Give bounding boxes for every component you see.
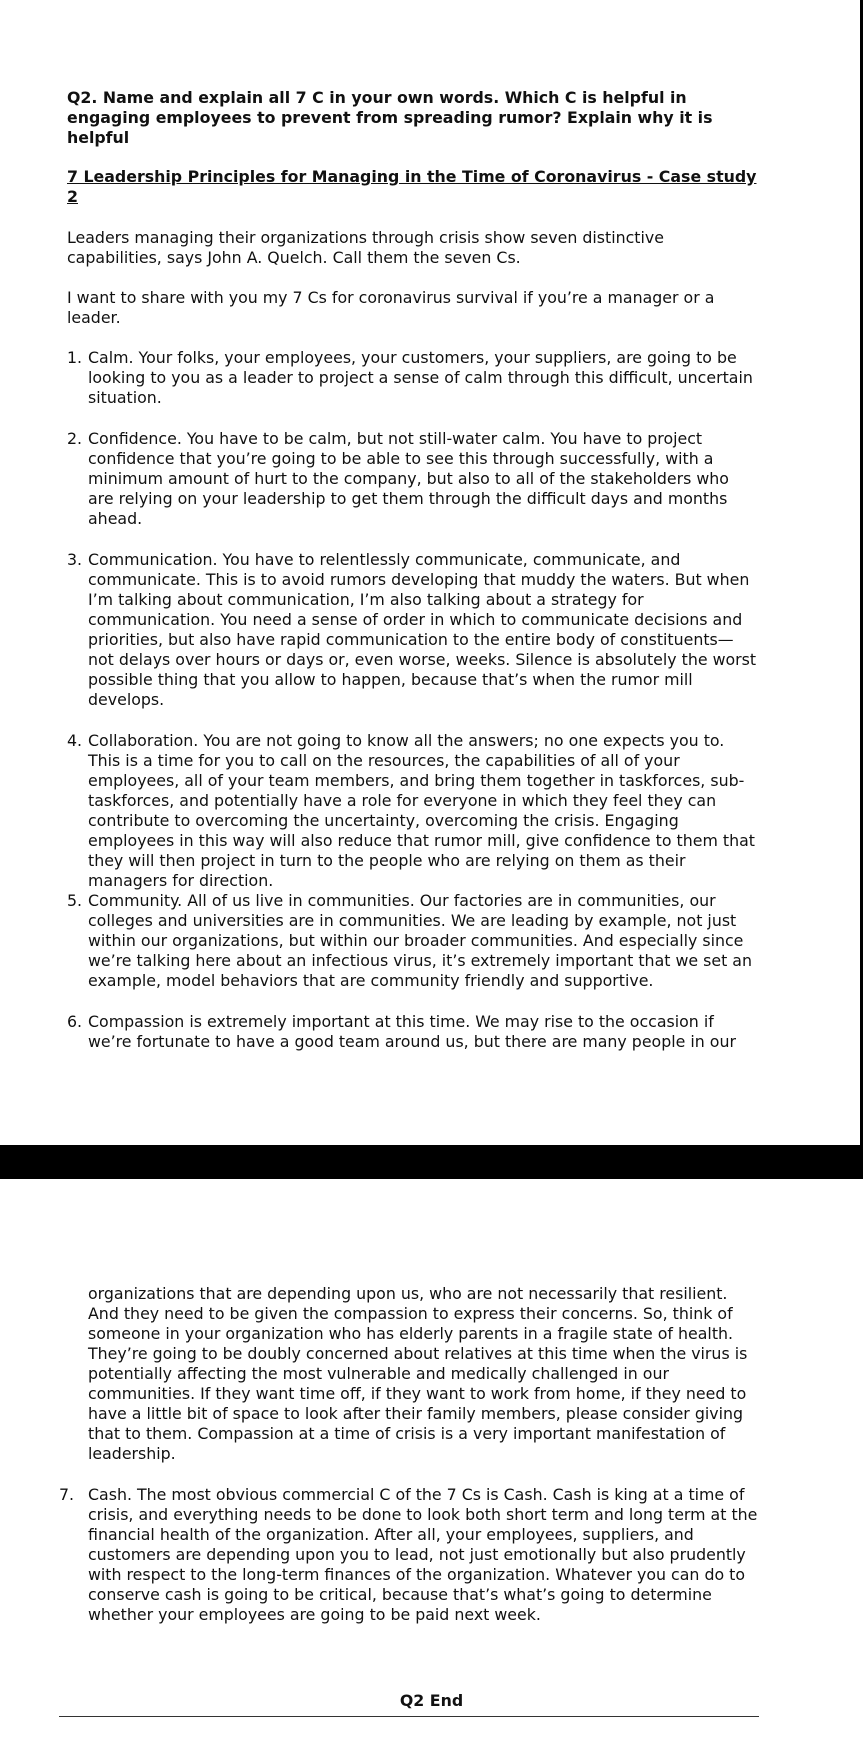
list-item-text: Cash. The most obvious commercial C of the 7 Cs is Cash. Cash is king at a time of crisis, and everything needs to be done to look both short term and long term at the financial health of the organization. After all, your employees, suppliers, and customers are depending upon you to lead, not just emotionally but also prudently with respect to the long-term finances of the organization. Whatever you can do to conserve cash is going to be critical, because that’s what’s going to determine whether your employees are going to be paid next week. <box>88 1485 758 1624</box>
list-number: 4. <box>67 731 83 750</box>
intro-paragraph-1: Leaders managing their organizations through crisis show seven distinctive capabilities, says John A. Quelch. Call them the seven Cs. <box>67 228 664 267</box>
question-heading: Q2. Name and explain all 7 C in your own words. Which C is helpful in engaging employees to prevent from spreading rumor? Explain why it is helpful <box>67 88 713 147</box>
list-item-compassion <box>67 1012 757 1052</box>
list-number: 2. <box>67 429 83 448</box>
seven-cs-list <box>67 348 757 1052</box>
question-end-label: Q2 End <box>399 1691 464 1710</box>
list-item-text: Calm. Your folks, your employees, your customers, your suppliers, are going to be looking to you as a leader to project a sense of calm through this difficult, uncertain situation. <box>88 348 753 407</box>
list-number: 6. <box>67 1012 83 1031</box>
list-number: 5. <box>67 891 83 910</box>
compassion-continued-text: organizations that are depending upon us, who are not necessarily that resilient. And they need to be given the compassion to express their concerns. So, think of someone in your organization who has elderly parents in a fragile state of health. They’re going to be doubly concerned about relatives at this time when the virus is potentially affecting the most vulnerable and medically challenged in our communities. If they want time off, if they want to work from home, if they need to have a little bit of space to look after their family members, please consider giving that to them. Compassion at a time of crisis is a very important manifestation of leadership. <box>88 1284 748 1463</box>
list-item-text: Community. All of us live in communities. Our factories are in communities, our colleges and universities are in communities. We are leading by example, not just within our organizations, but within our broader communities. And especially since we’re talking here about an infectious virus, it’s extremely important that we set an example, model behaviors that are community friendly and supportive. <box>88 891 752 990</box>
list-item-calm <box>67 348 757 408</box>
list-item-text: Communication. You have to relentlessly communicate, communicate, and communicate. This is to avoid rumors developing that muddy the waters. But when I’m talking about communication, I’m also talking about a strategy for communication. You need a sense of order in which to communicate decisions and priorities, but also have rapid communication to the entire body of constituents—not delays over hours or days or, even worse, weeks. Silence is absolutely the worst possible thing that you allow to happen, because that’s when the rumor mill develops. <box>88 550 757 709</box>
list-item-communication <box>67 550 757 710</box>
list-item-cash <box>59 1485 759 1625</box>
end-divider-line <box>59 1716 759 1717</box>
list-number: 3. <box>67 550 83 569</box>
list-number: 7. <box>59 1485 75 1504</box>
intro-paragraph-2: I want to share with you my 7 Cs for coronavirus survival if you’re a manager or a leader. <box>67 288 715 327</box>
list-item-community <box>67 891 757 991</box>
page-break-divider <box>0 1145 863 1179</box>
list-item-text: Collaboration. You are not going to know all the answers; no one expects you to. This is a time for you to call on the resources, the capabilities of all of your employees, all of your team members, and bring them together in taskforces, sub-taskforces, and potentially have a role for everyone in which they feel they can contribute to overcoming the uncertainty, overcoming the crisis. Engaging employees in this way will also reduce that rumor mill, give confidence to them that they will then project in turn to the people who are relying on them as their managers for direction. <box>88 731 755 890</box>
document-page-2 <box>59 1284 759 1625</box>
case-study-title: 7 Leadership Principles for Managing in the Time of Coronavirus - Case study 2 <box>67 167 757 206</box>
list-item-confidence <box>67 429 757 529</box>
list-item-text: Confidence. You have to be calm, but not still-water calm. You have to project confidence that you’re going to be able to see this through successfully, with a minimum amount of hurt to the company, but also to all of the stakeholders who are relying on your leadership to get them through the difficult days and months ahead. <box>88 429 729 528</box>
list-number: 1. <box>67 348 83 367</box>
list-item-text: Compassion is extremely important at this time. We may rise to the occasion if we’re fortunate to have a good team around us, but there are many people in our <box>88 1012 736 1051</box>
document-page-1 <box>67 88 757 1073</box>
list-item-collaboration <box>67 731 757 891</box>
